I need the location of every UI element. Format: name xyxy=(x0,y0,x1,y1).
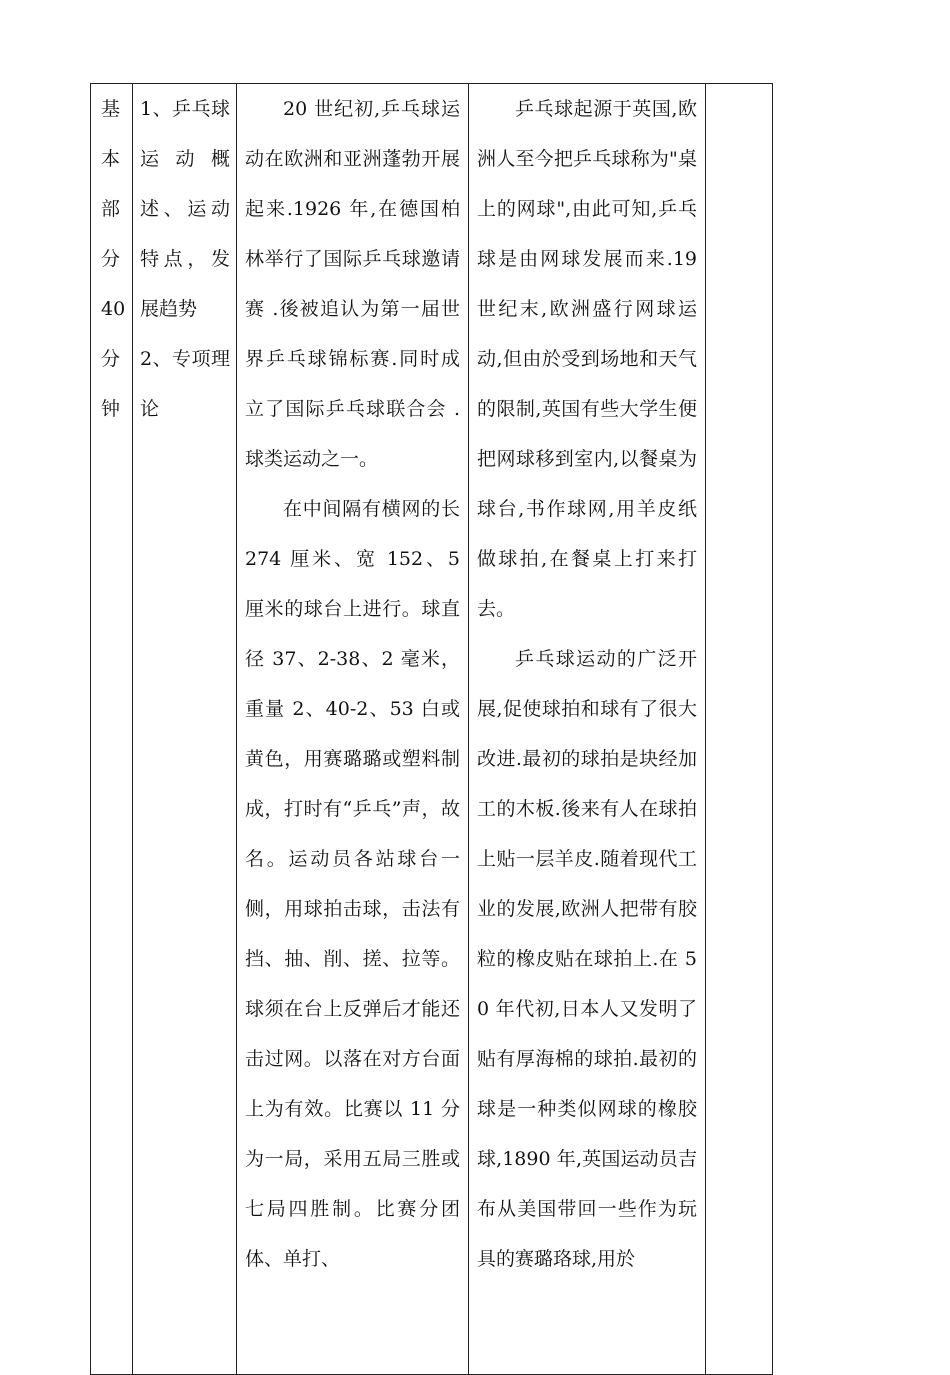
history-paragraph: 乒乓球运动的广泛开展,促使球拍和球有了很大改进.最初的球拍是块经加工的木板.後来有人在球拍上贴一层羊皮.随着现代工业的发展,欧洲人把带有胶粒的橡皮贴在球拍上.在 50 年代初,日本人又发明了贴有厚海棉的球拍.最初的球是一种类似网球的橡胶球,1890 年,英国运动员吉布从美国带回一些作为玩具的赛璐珞球,用於 xyxy=(477,648,697,1270)
part-char: 基 xyxy=(101,98,121,120)
content-paragraph: 在中间隔有横网的长 274 厘米、宽 152、5 厘米的球台上进行。球直径 37、2-38、2 毫米，重量 2、40-2、53 白或黄色，用赛璐璐或塑料制成，打时有“乒乓”声，故名。运动员各站球台一侧，用球拍击球，击法有挡、抽、削、搓、拉等。球须在台上反弹后才能还击过网。以落在对方台面上为有效。比赛以 11 分为一局，采用五局三胜或七局四胜制。比赛分团体、单打、 xyxy=(245,498,460,1270)
part-time: 40 xyxy=(101,298,126,320)
topic-item-1: 1、乒乓球运动概述、运动特点，发展趋势 xyxy=(140,98,230,320)
content-cell xyxy=(237,84,469,1375)
lesson-plan-table xyxy=(90,83,773,1375)
section-part-cell xyxy=(91,84,133,1375)
part-char: 本 xyxy=(101,148,121,170)
notes-cell xyxy=(706,84,773,1375)
history-cell xyxy=(469,84,706,1375)
part-char: 分 xyxy=(101,348,121,370)
content-paragraph: 20 世纪初,乒乓球运动在欧洲和亚洲蓬勃开展起来.1926 年,在德国柏林举行了国际乒乓球邀请赛 .後被追认为第一届世界乒乓球锦标赛.同时成立了国际乒乓球联合会 .球类运动之一。 xyxy=(245,98,460,470)
topic-cell xyxy=(133,84,237,1375)
part-char: 钟 xyxy=(101,398,121,420)
part-char: 部 xyxy=(101,198,121,220)
topic-item-2: 2、专项理论 xyxy=(140,348,230,420)
table-row xyxy=(91,84,773,1375)
history-paragraph: 乒乓球起源于英国,欧洲人至今把乒乓球称为"桌上的网球",由此可知,乒乓球是由网球发展而来.19 世纪末,欧洲盛行网球运动,但由於受到场地和天气的限制,英国有些大学生便把网球移到室内,以餐桌为球台,书作球网,用羊皮纸做球拍,在餐桌上打来打去。 xyxy=(477,98,697,620)
part-char: 分 xyxy=(101,248,121,270)
